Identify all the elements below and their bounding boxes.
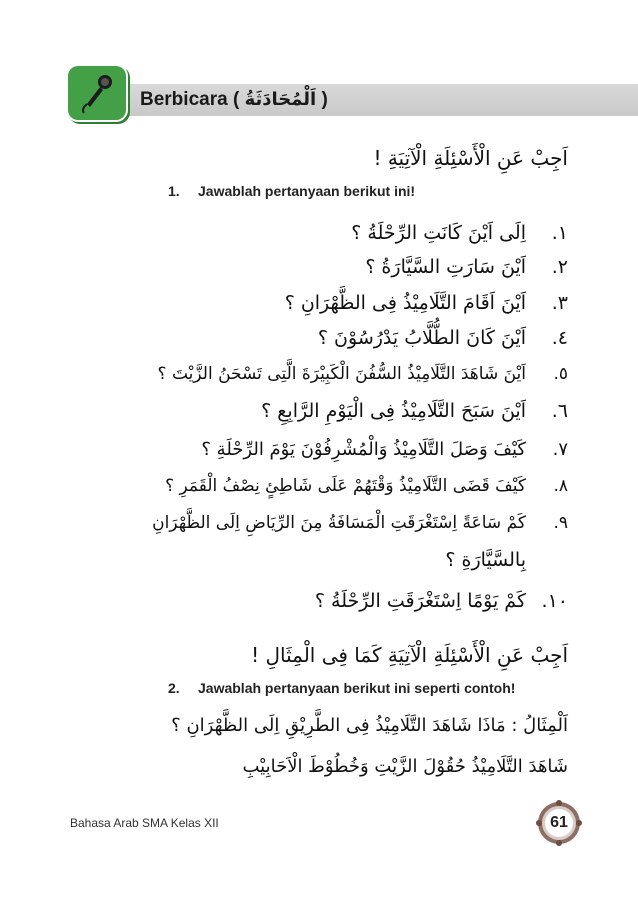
- question-number: ٧.: [552, 439, 568, 460]
- section1-instruction: [168, 183, 415, 199]
- question-10: [315, 590, 568, 612]
- question-number: ١.: [551, 222, 568, 244]
- question-text: اَيْنَ سَبَحَ التَّلَامِيْذُ فِى الْيَوْمِ الرَّابِعِ ؟: [261, 400, 526, 422]
- question-text: كَمْ سَاعَةً اِسْتَغْرَقَتِ الْمَسَافَةُ مِنَ الرِّيَاضِ اِلَى الظَّهْرَانِ: [152, 513, 526, 533]
- question-9-continued: [445, 549, 568, 571]
- question-text: كَمْ يَوْمًا اِسْتَغْرَقَتِ الرِّحْلَةُ ؟: [314, 590, 526, 612]
- section2-instruction-text: Jawablah pertanyaan berikut ini seperti contoh!: [198, 680, 516, 696]
- question-number: ٣.: [551, 292, 568, 314]
- question-number: ٦.: [551, 400, 568, 422]
- question-text: كَيْفَ قَضَى التَّلَامِيْذُ وَقْتَهُمْ عَلَى شَاطِئٍ نِصْفُ الْقَمَرِ ؟: [165, 476, 526, 496]
- question-text: اَيْنَ كَانَ الطُّلَّابُ يَدْرُسُوْنَ ؟: [317, 327, 526, 349]
- question-number: ١٠.: [541, 590, 568, 612]
- question-number: ٤.: [551, 327, 568, 349]
- question-4: [318, 327, 568, 349]
- question-3: [285, 292, 568, 314]
- title-arabic: اَلْمُحَادَثَةُ: [244, 89, 317, 110]
- title-prefix: Berbicara (: [140, 89, 240, 110]
- question-1: [351, 222, 568, 244]
- example-question: اَلْمِثَالُ : مَاذَا شَاهَدَ التَّلَامِيْذُ فِى الطَّرِيْقِ اِلَى الظَّهْرَانِ ؟: [171, 715, 568, 736]
- question-9: [152, 513, 568, 533]
- example-answer: شَاهَدَ التَّلَامِيْذُ حُقُوْلَ الزَّيْتِ وَخُطُوْطَ الْاَحَابِيْبِ: [242, 756, 568, 777]
- section2-heading: اَجِبْ عَنِ الْأَسْئِلَةِ الْآتِيَةِ كَمَا فِى الْمِثَالِ !: [251, 643, 568, 667]
- question-number: ٩.: [553, 513, 568, 533]
- question-5: [158, 364, 568, 384]
- question-text: اَيْنَ شَاهَدَ التَّلَامِيْذُ السُّفُنَ الْكَبِيْرَةَ الَّتِى تَسْحَنُ الزَّيْتَ ؟: [157, 364, 526, 384]
- question-7: [201, 439, 568, 460]
- question-text: اِلَى اَيْنَ كَانَتِ الرِّحْلَةُ ؟: [351, 222, 526, 244]
- question-number: ٥.: [553, 364, 568, 384]
- microphone-icon: [75, 71, 119, 115]
- page-number: 61: [550, 814, 568, 831]
- section1-instruction-number: 1.: [168, 183, 180, 199]
- chapter-title: [140, 86, 328, 114]
- question-text: اَيْنَ اَقَامَ التَّلَامِيْذُ فِى الظَّهْرَانِ ؟: [284, 292, 526, 314]
- question-number: ٢.: [551, 256, 568, 278]
- question-8: [165, 476, 568, 496]
- section2-instruction-number: 2.: [168, 680, 180, 696]
- section1-instruction-text: Jawablah pertanyaan berikut ini!: [198, 183, 416, 199]
- section1-heading: اَجِبْ عَنِ الْأَسْئِلَةِ الْآتِيَةِ !: [373, 146, 568, 170]
- title-suffix: ): [321, 89, 328, 110]
- question-6: [261, 400, 568, 422]
- footer-book-title: Bahasa Arab SMA Kelas XII: [70, 816, 219, 830]
- question-text: اَيْنَ سَارَتِ السَّيَّارَةُ ؟: [365, 256, 526, 278]
- question-number: ٨.: [553, 476, 568, 496]
- question-text: كَيْفَ وَصَلَ التَّلَامِيْذُ وَالْمُشْرِفُوْنَ يَوْمَ الرِّحْلَةِ ؟: [201, 439, 526, 460]
- question-2: [365, 256, 568, 278]
- speaking-badge: [68, 66, 126, 120]
- section2-instruction: [168, 680, 515, 696]
- question-text: بِالسَّيَّارَةِ ؟: [445, 549, 526, 571]
